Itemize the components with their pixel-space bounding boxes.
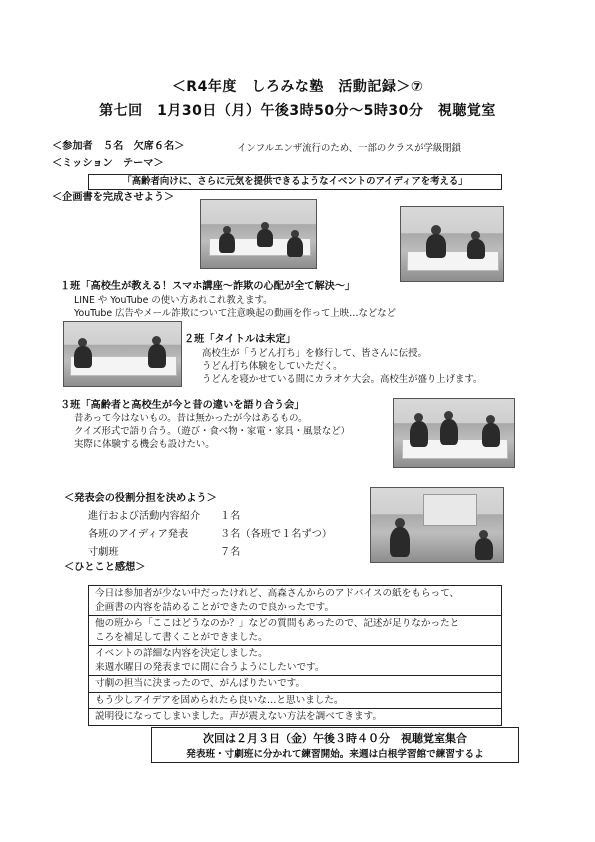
photo-group3-work [393,398,515,468]
comment-row [89,616,501,646]
participants-note: インフルエンザ流行のため、一部のクラスが学級閉鎖 [237,143,461,154]
group3-line1: 昔あって今はないもの。昔は無かったが今はあるもの。 [74,413,308,424]
comment-text: イベントの詳細な内容を決定しました。 [95,648,268,659]
role-count: １名 [220,511,241,522]
group1-title: １班「高校生が教える！スマホ講座〜詐欺の心配が全て解決〜」 [60,281,356,292]
comment-row [89,709,501,725]
comment-text: 今日は参加者が少ない中だったけれど、高森さんからのアドバイスの紙をもらって、 [95,588,460,599]
group1-line2: YouTube 広告やメール詐欺について注意喚起の動画を作って上映…などなど [74,308,396,319]
mission-box: 「高齢者向けに、さらに元気を提供できるようなイベントのアイディアを考える」 [88,174,502,190]
next-meeting-date: 次回は２月３日（金）午後３時４０分 視聴覚室集合 [203,732,467,745]
comment-text: ころを補足して書くことができました。 [95,631,268,643]
group2-line2: うどん打ち体験をしていただく。 [202,361,343,372]
photo-group1-work [63,321,182,387]
comment-text: 来週水曜日の発表までに間に合うようにしたいです。 [95,661,325,673]
comments-label: ＜ひとこと感想＞ [64,562,146,573]
comment-text: 寸劇の担当に決まったので、がんばりたいです。 [95,678,306,689]
next-meeting-box [151,727,519,763]
group2-line1: 高校生が「うどん打ち」を修行して、皆さんに伝授。 [202,348,427,359]
photo-classroom-2 [400,206,504,282]
role-name: 寸劇班 [88,547,119,558]
group2-title: ２班「タイトルは未定」 [184,334,296,345]
role-name: 進行および活動内容紹介 [88,511,201,522]
comment-row [89,693,501,710]
comments-box [88,585,502,726]
group3-line2: クイズ形式で語り合う。（遊び・食べ物・家電・家具・風景など） [74,426,350,437]
photo-presentation [370,487,504,563]
page-title: ＜R4年度 しろみな塾 活動記録＞⑦ [171,79,424,95]
group3-line3: 実際に体験する機会も設けたい。 [74,439,215,450]
group3-title: ３班「高齢者と高校生が今と昔の違いを語り合う会」 [60,400,305,411]
comment-text: 他の班から「ここはどうなのか？」などの質問もあったので、記述が足りなかったと [95,618,460,629]
comment-text: もう少しアイデアを固められたら良いな…と思いました。 [95,694,344,706]
role-count: ３名（各班で１名ずつ） [220,529,333,540]
comment-text: 企画書の内容を詰めることができたので良かったです。 [95,601,335,613]
comment-row [89,676,501,693]
next-meeting-note: 発表班・寸劇班に分かれて練習開始。来週は白根学習館で練習するよ [186,749,484,760]
role-count: ７名 [220,547,241,558]
mission-label: ＜ミッション テーマ＞ [52,158,164,169]
comment-row [89,586,501,616]
plan-label: ＜企画書を完成させよう＞ [52,192,175,203]
comment-text: 説明役になってしまいました。声が震えない方法を調べてきます。 [95,711,383,722]
group2-line3: うどんを寝かせている間にカラオケ大会。高校生が盛り上げます。 [202,374,483,385]
photo-classroom-1 [200,199,317,269]
participants-label: ＜参加者 ５名 欠席６名＞ [52,141,185,152]
roles-label: ＜発表会の役割分担を決めよう＞ [64,493,217,504]
role-name: 各班のアイディア発表 [88,529,189,540]
comment-row [89,646,501,676]
group1-line1: LINE や YouTube の使い方あれこれ教えます。 [74,295,273,306]
page-subtitle: 第七回 1月30日（月）午後3時50分〜5時30分 視聴覚室 [99,103,496,119]
